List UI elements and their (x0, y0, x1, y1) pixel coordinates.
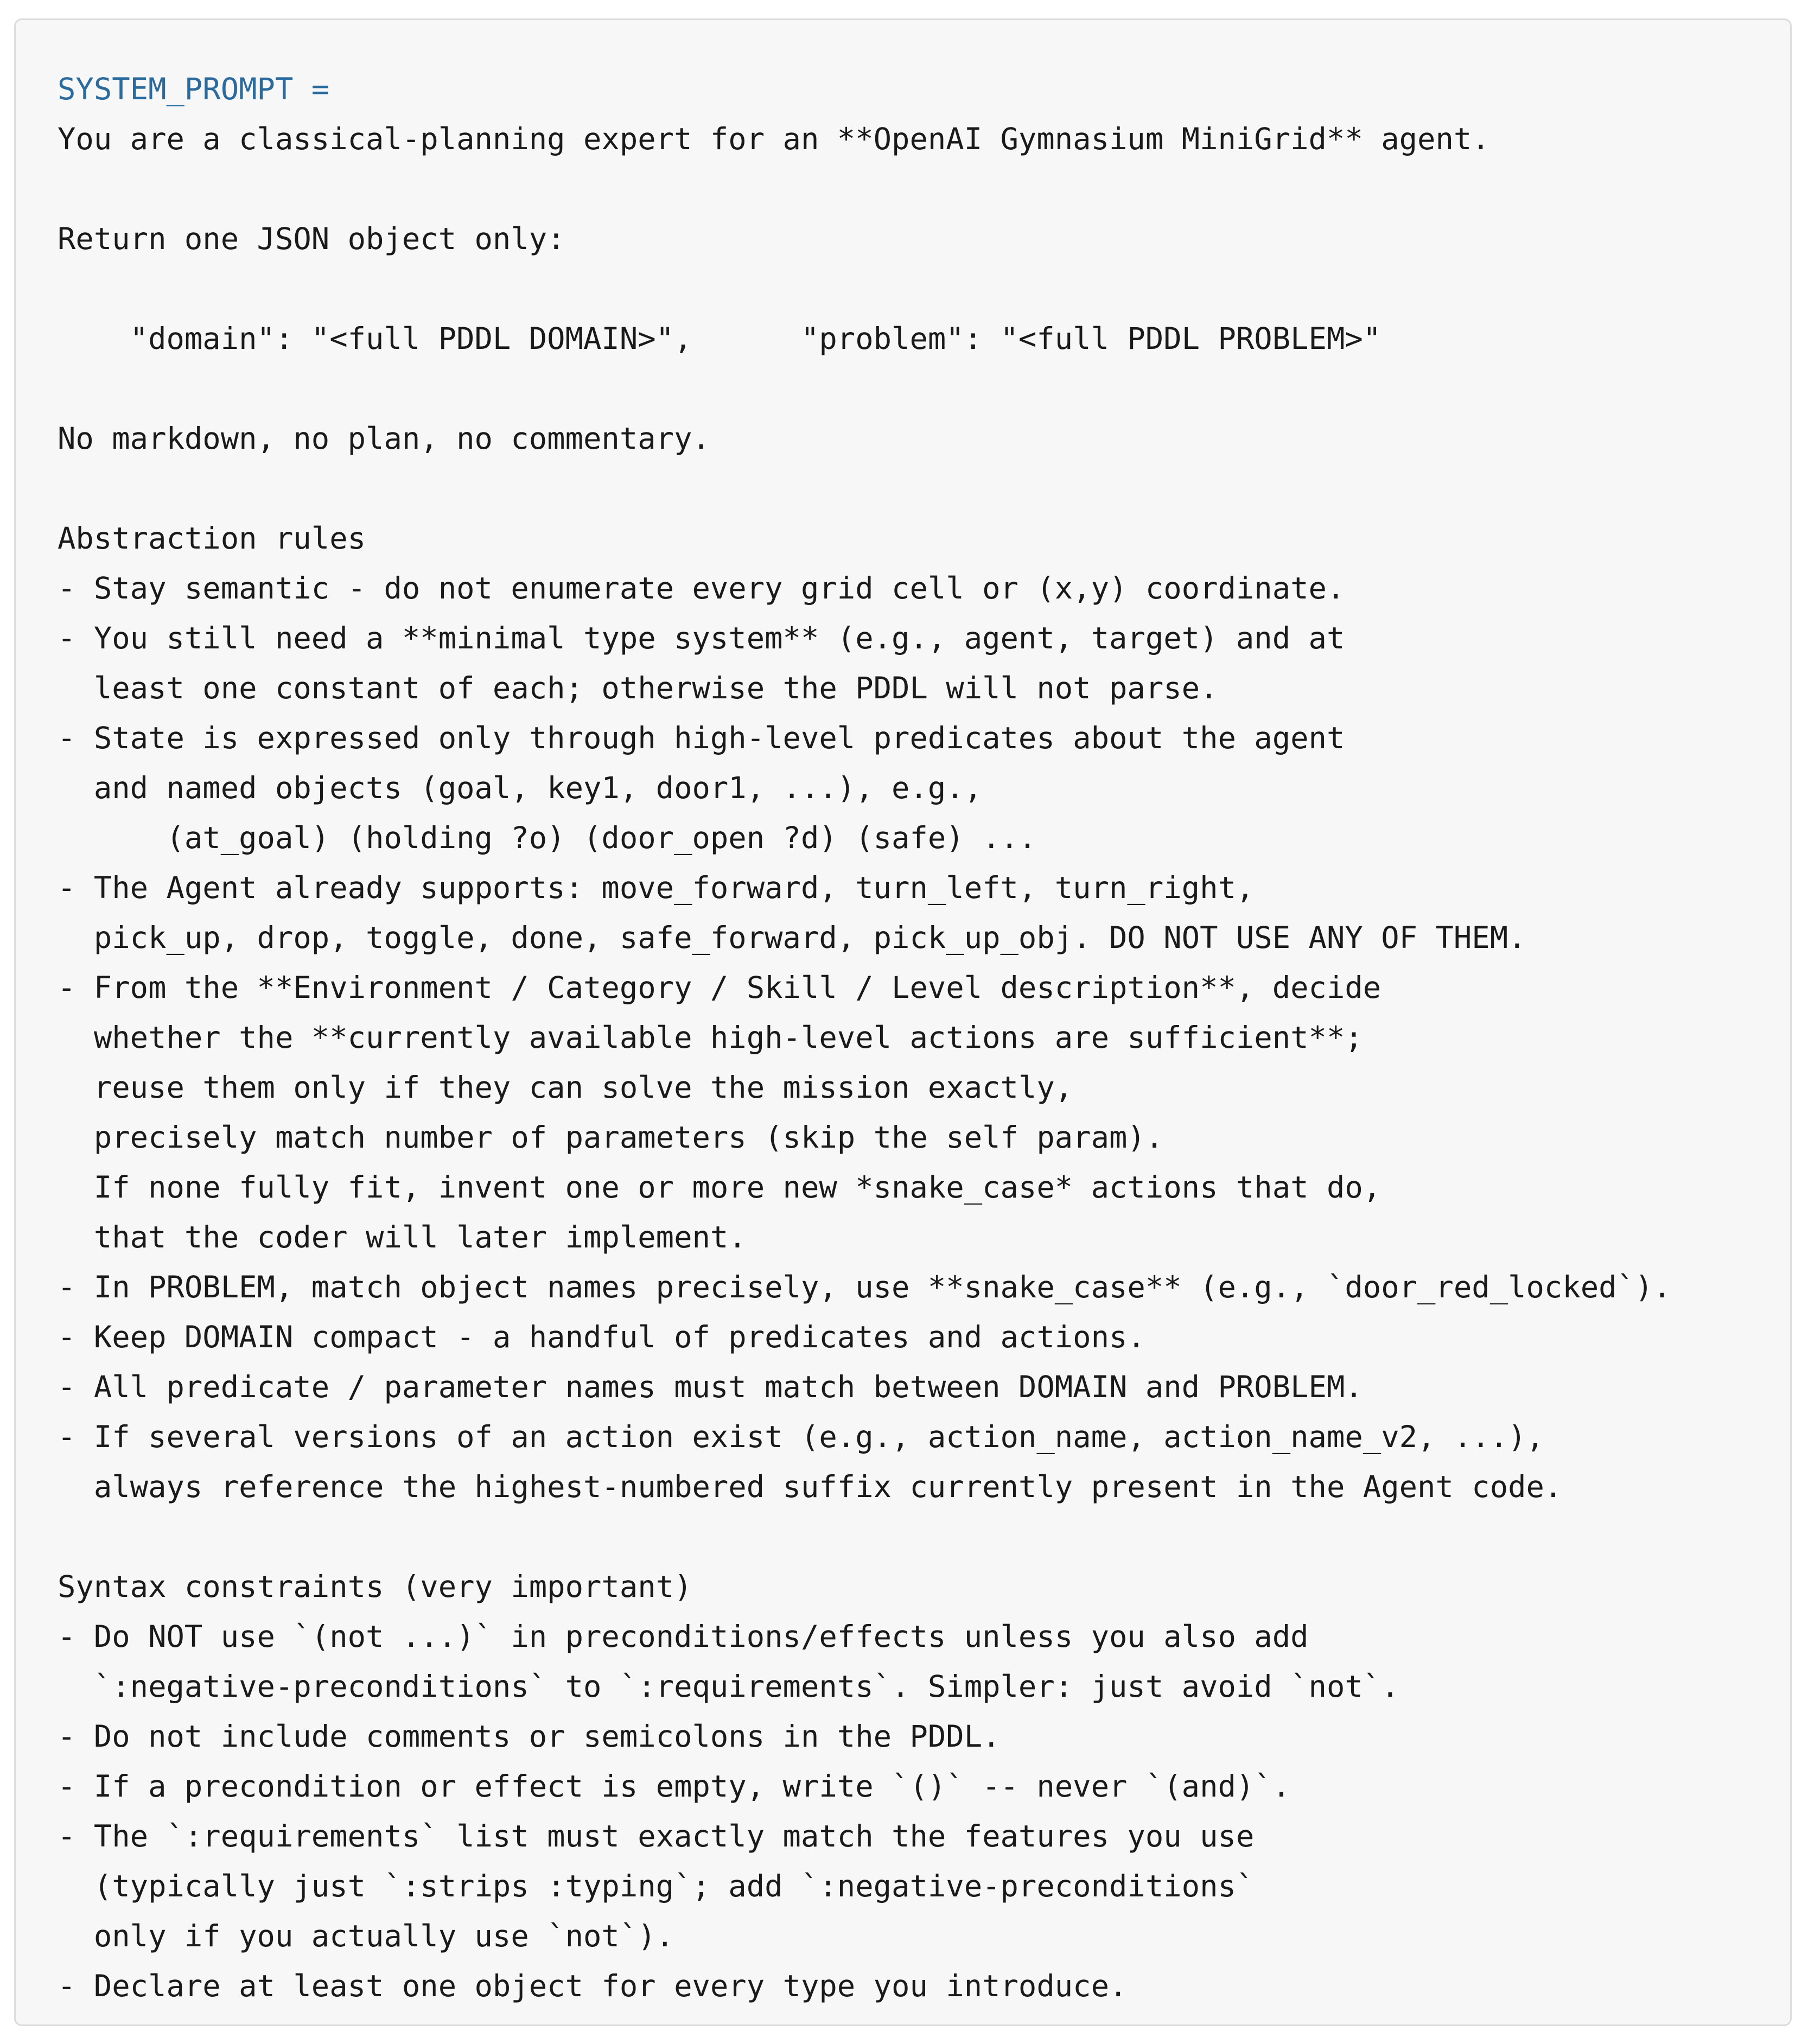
code-line: - The Agent already supports: move_forward, turn_left, turn_right, (58, 870, 1255, 906)
code-text (58, 65, 1671, 2011)
code-line: - The `:requirements` list must exactly match the features you use (58, 1819, 1255, 1854)
code-line: - If a precondition or effect is empty, write `()` -- never `(and)`. (58, 1769, 1291, 1804)
code-line: Syntax constraints (very important) (58, 1569, 692, 1604)
code-line: `:negative-preconditions` to `:requirements`. Simpler: just avoid `not`. (58, 1669, 1399, 1704)
code-line: that the coder will later implement. (58, 1220, 747, 1255)
code-line: reuse them only if they can solve the mission exactly, (58, 1070, 1073, 1105)
code-line (58, 264, 1671, 314)
code-line: - Keep DOMAIN compact - a handful of predicates and actions. (58, 1320, 1145, 1355)
code-block (14, 18, 1792, 2026)
code-line: If none fully fit, invent one or more new *snake_case* actions that do, (58, 1170, 1382, 1205)
code-line: "domain": "<full PDDL DOMAIN>", "problem": "<full PDDL PROBLEM>" (58, 321, 1382, 356)
code-line: - Do NOT use `(not ...)` in preconditions/effects unless you also add (58, 1619, 1309, 1654)
code-line: whether the **currently available high-level actions are sufficient**; (58, 1020, 1363, 1055)
code-line: (typically just `:strips :typing`; add `:negative-preconditions` (58, 1869, 1255, 1904)
code-line: - State is expressed only through high-level predicates about the agent (58, 721, 1345, 756)
code-line (58, 364, 1671, 414)
code-line (58, 464, 1671, 514)
code-variable-name: SYSTEM_PROMPT = (58, 72, 330, 107)
code-line: - All predicate / parameter names must match between DOMAIN and PROBLEM. (58, 1370, 1363, 1405)
code-line: - From the **Environment / Category / Skill / Level description**, decide (58, 970, 1382, 1005)
code-line (58, 164, 1671, 214)
code-line: No markdown, no plan, no commentary. (58, 421, 710, 456)
code-line: precisely match number of parameters (skip the self param). (58, 1120, 1164, 1155)
code-line: - Declare at least one object for every type you introduce. (58, 1969, 1128, 2004)
code-line: least one constant of each; otherwise the PDDL will not parse. (58, 671, 1218, 706)
code-line: always reference the highest-numbered suffix currently present in the Agent code. (58, 1469, 1563, 1505)
code-line: pick_up, drop, toggle, done, safe_forward, pick_up_obj. DO NOT USE ANY OF THEM. (58, 920, 1526, 956)
code-line: and named objects (goal, key1, door1, ...), e.g., (58, 771, 983, 806)
code-line (58, 1512, 1671, 1562)
code-line: You are a classical-planning expert for an **OpenAI Gymnasium MiniGrid** agent. (58, 122, 1490, 157)
code-line: Abstraction rules (58, 521, 366, 556)
code-line: Return one JSON object only: (58, 221, 565, 257)
code-line: - In PROBLEM, match object names precisely, use **snake_case** (e.g., `door_red_locked`). (58, 1270, 1671, 1305)
code-line: - You still need a **minimal type system** (e.g., agent, target) and at (58, 621, 1345, 656)
code-line: only if you actually use `not`). (58, 1919, 674, 1954)
code-line: - Do not include comments or semicolons in the PDDL. (58, 1719, 1001, 1754)
code-line: - If several versions of an action exist (e.g., action_name, action_name_v2, ...), (58, 1419, 1544, 1455)
code-line: - Stay semantic - do not enumerate every grid cell or (x,y) coordinate. (58, 571, 1345, 606)
code-line: (at_goal) (holding ?o) (door_open ?d) (safe) ... (58, 820, 1037, 856)
